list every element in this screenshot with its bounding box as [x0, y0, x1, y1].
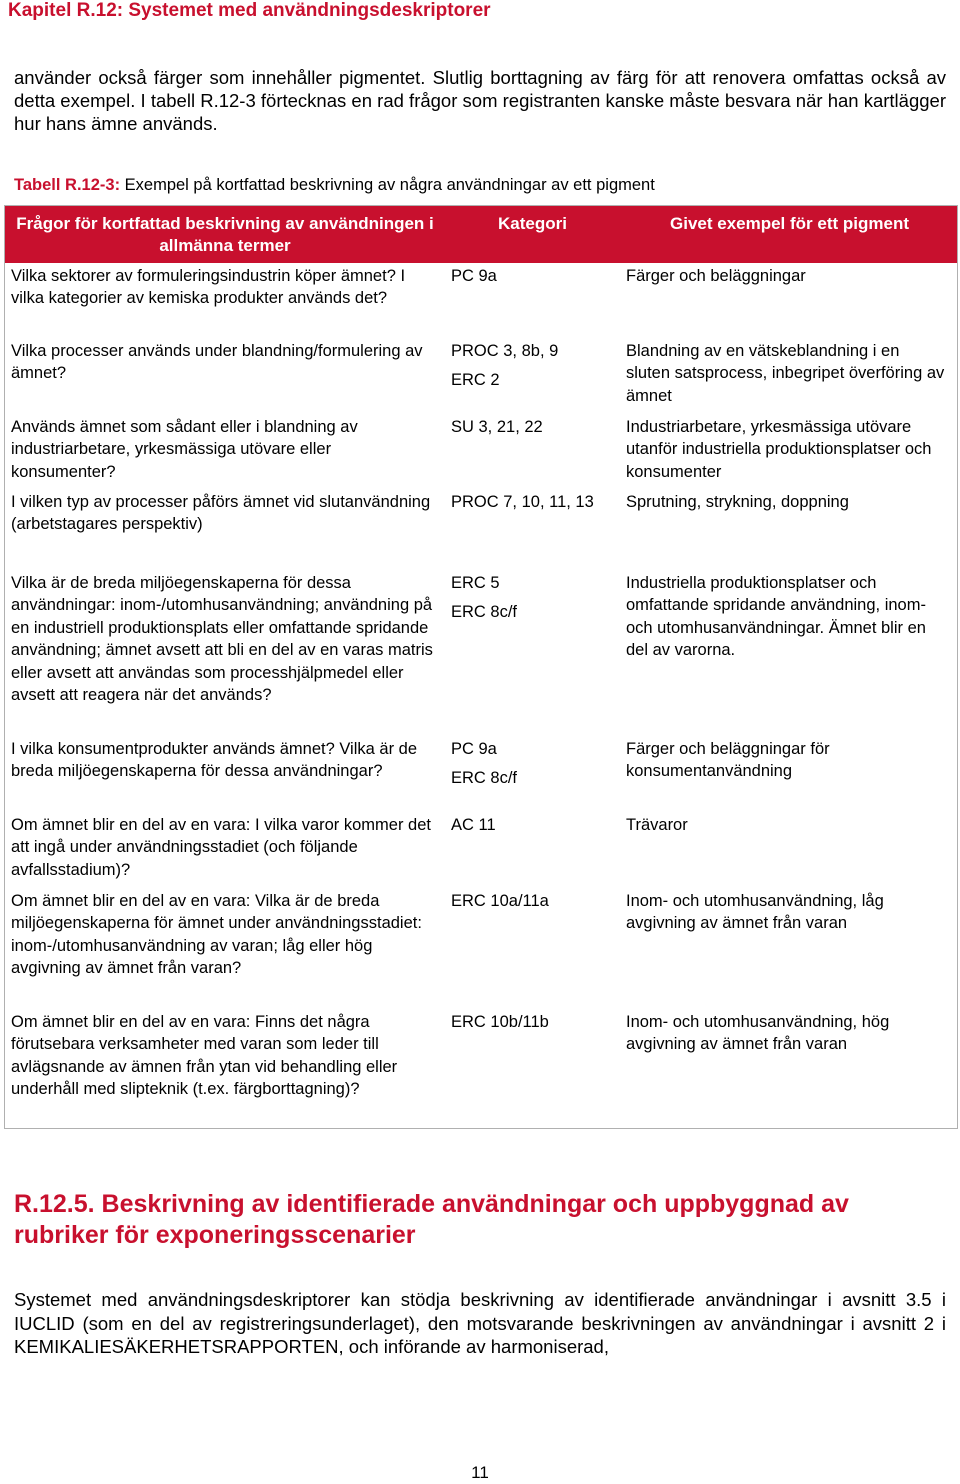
- category-cell: [451, 572, 611, 631]
- question-cell: Vilka sektorer av formuleringsindustrin köper ämnet? I vilka kategorier av kemiska produkter används det?: [11, 267, 406, 308]
- example-cell: Industriarbetare, yrkesmässiga utövare utanför industriella produktionsplatser och konsumenter: [626, 418, 932, 481]
- category-code: ERC 5: [451, 574, 500, 592]
- category-code: ERC 10b/11b: [451, 1013, 549, 1031]
- category-code: ERC 2: [451, 371, 500, 390]
- intro-paragraph: använder också färger som innehåller pigmentet. Slutlig borttagning av färg för att renovera omfattas också av detta exempel. I tabell R.12-3 förtecknas en rad frågor som registranten kanske måste besvara när han kartlägger hur hans ämne används.: [14, 67, 946, 134]
- example-cell: Blandning av en vätskeblandning i en sluten satsprocess, inbegripet överföring av ämnet: [626, 342, 945, 405]
- category-code: PROC 3, 8b, 9: [451, 342, 559, 360]
- section-body: Systemet med användningsdeskriptorer kan stödja beskrivning av identifierade användningar i avsnitt 3.5 i IUCLID (som en del av registreringsunderlaget), den motsvarande beskrivningen av användningar i avsnitt 2 i KEMIKALIESÄKERHETSRAPPORTEN, och införande av harmoniserad,: [14, 1289, 946, 1357]
- page-header-title: Kapitel R.12: Systemet med användningsdeskriptorer: [8, 0, 491, 21]
- header-questions: Frågor för kortfattad beskrivning av användningen i allmänna termer: [16, 214, 434, 255]
- uses-table: [4, 205, 958, 1129]
- header-example: Givet exempel för ett pigment: [670, 214, 909, 233]
- example-cell: Inom- och utomhusanvändning, låg avgivning av ämnet från varan: [626, 892, 884, 933]
- section-heading: R.12.5. Beskrivning av identifierade användningar och uppbyggnad av rubriker för exponeringsscenarier: [14, 1190, 849, 1249]
- category-cell: [451, 814, 611, 843]
- table-caption: [14, 175, 954, 195]
- question-cell: Vilka är de breda miljöegenskaperna för dessa användningar: inom-/utomhusanvändning; användning på en industriell produktionsplats eller omfattande spridande användning; ämnet avsett att bli en del av en varas matris eller avsett att användas som processhjälpmedel eller avsett att reagera när det används?: [11, 574, 433, 705]
- table-caption-text: Exempel på kortfattad beskrivning av några användningar av ett pigment: [120, 176, 655, 194]
- example-cell: Färger och beläggningar för konsumentanvändning: [626, 740, 830, 781]
- example-cell: Färger och beläggningar: [626, 267, 806, 285]
- category-cell: [451, 1011, 611, 1040]
- category-code: PC 9a: [451, 267, 497, 285]
- category-code: ERC 8c/f: [451, 769, 518, 788]
- category-cell: [451, 738, 611, 797]
- question-cell: Om ämnet blir en del av en vara: Finns det några förutsebara verksamheter med varan som leder till avlägsnande av ämnen från ytan vid behandling eller underhåll med slipteknik (t.ex. färgborttagning)?: [11, 1013, 398, 1099]
- question-cell: I vilka konsumentprodukter används ämnet? Vilka är de breda miljöegenskaperna för dessa användningar?: [11, 740, 418, 781]
- category-cell: [451, 340, 611, 399]
- question-cell: Vilka processer används under blandning/formulering av ämnet?: [11, 342, 423, 383]
- table-header-row: [5, 206, 957, 263]
- category-code: PC 9a: [451, 740, 497, 758]
- question-cell: Om ämnet blir en del av en vara: Vilka är de breda miljöegenskaperna för ämnet under användningsstadiet: inom-/utomhusanvändning av varan; låg eller hög avgivning av ämnet från varan?: [11, 892, 422, 978]
- category-cell: [451, 890, 611, 919]
- question-cell: I vilken typ av processer påförs ämnet vid slutanvändning (arbetstagares perspektiv): [11, 493, 431, 534]
- category-code: AC 11: [451, 816, 496, 834]
- category-code: PROC 7, 10, 11, 13: [451, 493, 594, 511]
- table-caption-label: Tabell R.12-3:: [14, 176, 121, 194]
- example-cell: Sprutning, strykning, doppning: [626, 493, 849, 511]
- header-category: Kategori: [498, 214, 567, 233]
- page-number: 11: [471, 1463, 489, 1482]
- category-cell: [451, 491, 611, 520]
- example-cell: Trävaror: [626, 816, 688, 834]
- category-code: ERC 10a/11a: [451, 892, 549, 910]
- category-cell: [451, 416, 611, 445]
- example-cell: Inom- och utomhusanvändning, hög avgivning av ämnet från varan: [626, 1013, 890, 1054]
- category-code: ERC 8c/f: [451, 603, 518, 622]
- category-code: SU 3, 21, 22: [451, 418, 543, 436]
- example-cell: Industriella produktionsplatser och omfattande spridande användning, inom- och utomhusanvändningar. Ämnet blir en del av varorna.: [626, 574, 926, 660]
- question-cell: Om ämnet blir en del av en vara: I vilka varor kommer det att ingå under användningsstadiet (och följande avfallsstadium)?: [11, 816, 431, 879]
- question-cell: Används ämnet som sådant eller i blandning av industriarbetare, yrkesmässiga utövare eller konsumenter?: [11, 418, 358, 481]
- category-cell: [451, 265, 611, 294]
